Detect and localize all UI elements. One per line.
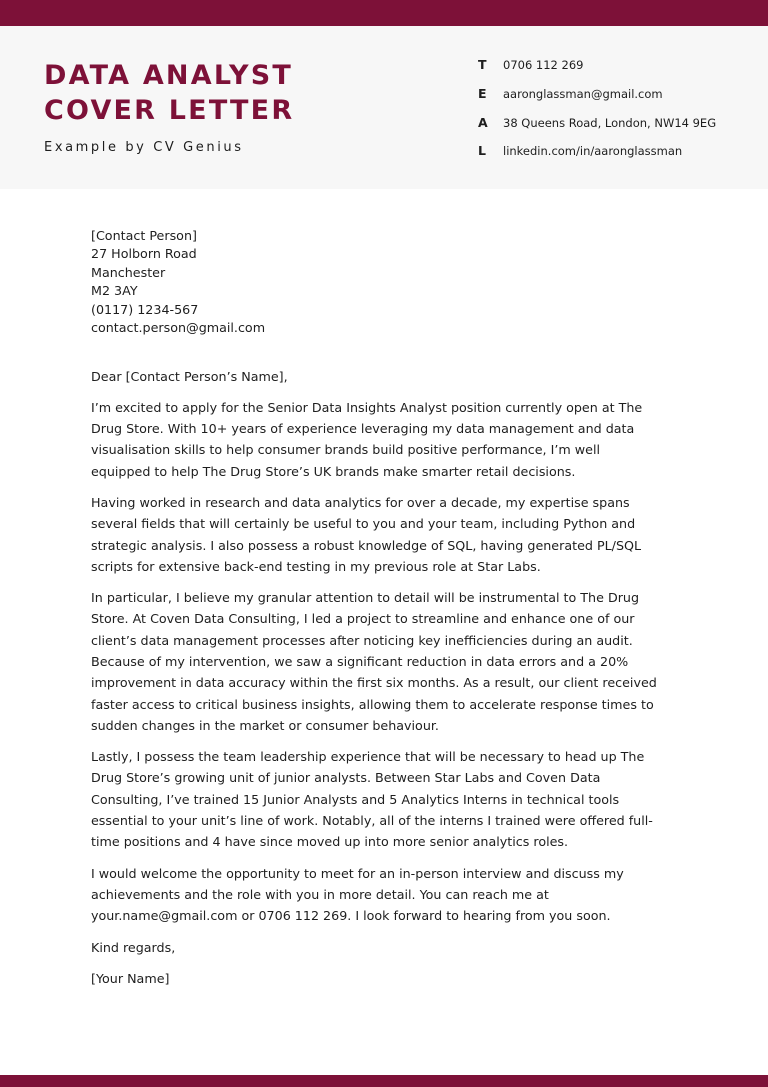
paragraph-line: strategic analysis. I also possess a robust knowledge of SQL, having generated PL/SQL xyxy=(91,537,642,553)
page-title-line-2: COVER LETTER xyxy=(44,95,295,126)
paragraph-line: scripts for extensive back-end testing in my previous role at Star Labs. xyxy=(91,558,541,574)
email-label: E xyxy=(478,86,487,101)
paragraph-line: improvement in data accuracy within the first six months. As a result, our client received xyxy=(91,675,657,691)
page-subtitle: Example by CV Genius xyxy=(44,140,244,155)
phone-value: 0706 112 269 xyxy=(503,58,584,72)
phone-label: T xyxy=(478,57,487,72)
address-label: A xyxy=(478,115,488,130)
paragraph-line: achievements and the role with you in more detail. You can reach me at xyxy=(91,886,549,902)
letter-paragraph-3 xyxy=(91,587,691,736)
letter-greeting: Dear [Contact Person’s Name], xyxy=(91,369,288,385)
recipient-postcode: M2 3AY xyxy=(91,283,138,299)
letter-paragraph-2 xyxy=(91,492,691,577)
top-accent-bar xyxy=(0,0,768,26)
letter-body xyxy=(91,227,691,999)
paragraph-line: your.name@gmail.com or 0706 112 269. I look forward to hearing from you soon. xyxy=(91,908,611,924)
paragraph-line: client’s data management processes after noticing key inefficiencies during an audit. xyxy=(91,632,633,648)
paragraph-line: equipped to help The Drug Store’s UK brands make smarter retail decisions. xyxy=(91,463,576,479)
recipient-name: [Contact Person] xyxy=(91,228,197,243)
paragraph-line: Drug Store’s growing unit of junior analysts. Between Star Labs and Coven Data xyxy=(91,770,601,786)
letter-closing: Kind regards, xyxy=(91,939,176,955)
bottom-accent-bar xyxy=(0,1075,768,1087)
recipient-phone: (0117) 1234-567 xyxy=(91,301,199,317)
recipient-address xyxy=(91,227,691,337)
letter-paragraph-5 xyxy=(91,863,691,927)
paragraph-line: Store. At Coven Data Consulting, I led a project to streamline and enhance one of our xyxy=(91,611,635,627)
paragraph-line: Having worked in research and data analytics for over a decade, my expertise spans xyxy=(91,494,630,510)
paragraph-line: Because of my intervention, we saw a significant reduction in data errors and a 20% xyxy=(91,654,629,669)
paragraph-line: visualisation skills to help consumer brands build positive performance, I’m well xyxy=(91,442,601,458)
paragraph-line: Consulting, I’ve trained 15 Junior Analysts and 5 Analytics Interns in technical tools xyxy=(91,791,620,807)
paragraph-line: I’m excited to apply for the Senior Data Insights Analyst position currently open at The xyxy=(91,399,643,415)
email-value[interactable]: aaronglassman@gmail.com xyxy=(503,87,663,101)
paragraph-line: time positions and 4 have since moved up into more senior analytics roles. xyxy=(91,834,569,850)
linkedin-label: L xyxy=(478,143,486,158)
paragraph-line: Drug Store. With 10+ years of experience leveraging my data management and data xyxy=(91,421,635,437)
address-value: 38 Queens Road, London, NW14 9EG xyxy=(503,116,717,130)
linkedin-value[interactable]: linkedin.com/in/aaronglassman xyxy=(503,144,683,158)
paragraph-line: several fields that will certainly be useful to you and your team, including Python and xyxy=(91,516,636,532)
letter-paragraph-1 xyxy=(91,397,691,482)
paragraph-line: In particular, I believe my granular attention to detail will be instrumental to The Drug xyxy=(91,590,640,606)
letter-signature: [Your Name] xyxy=(91,970,170,986)
letter-paragraph-4 xyxy=(91,746,691,852)
paragraph-line: sudden changes in the market or consumer behaviour. xyxy=(91,717,439,733)
paragraph-line: essential to your unit’s line of work. Notably, all of the interns I trained were offered full- xyxy=(91,813,653,829)
recipient-email: contact.person@gmail.com xyxy=(91,320,266,336)
paragraph-line: faster access to critical business insights, allowing them to accelerate response times to xyxy=(91,696,654,712)
paragraph-line: Lastly, I possess the team leadership experience that will be necessary to head up The xyxy=(91,749,645,765)
recipient-street: 27 Holborn Road xyxy=(91,246,197,262)
page-title-line-1: DATA ANALYST xyxy=(44,60,294,91)
paragraph-line: I would welcome the opportunity to meet for an in-person interview and discuss my xyxy=(91,865,624,881)
recipient-city: Manchester xyxy=(91,264,166,280)
